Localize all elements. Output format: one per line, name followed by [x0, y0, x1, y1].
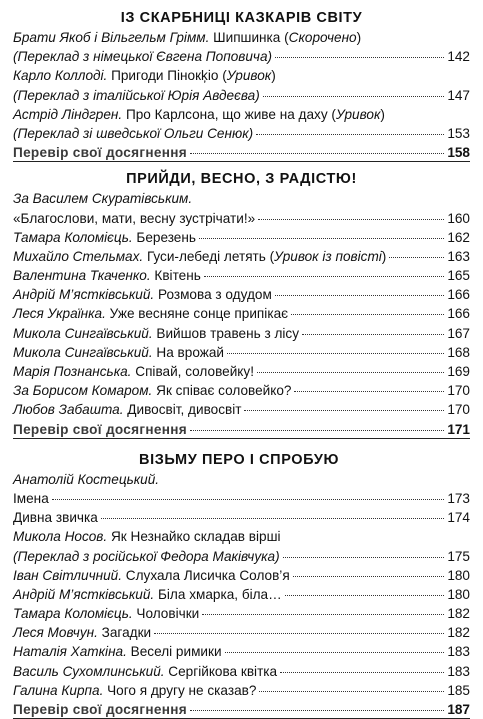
entry-title: Шипшинка ( [209, 30, 289, 45]
entry-author: За Борисом Комаром. [13, 383, 153, 399]
toc-entry [13, 508, 470, 527]
page-number: 187 [447, 702, 470, 717]
page-number: 162 [447, 229, 470, 245]
toc-entry [13, 209, 470, 228]
toc-entry [13, 47, 470, 66]
page-number: 173 [447, 490, 470, 506]
entry-author: Микола Сингаївський. [13, 325, 153, 341]
section-pen-try [13, 450, 470, 719]
entry-text [13, 324, 299, 343]
entry-text [13, 623, 151, 642]
entry-author: За Василем Скуратівським. [13, 191, 193, 207]
toc-entry [13, 343, 470, 362]
page-number: 147 [447, 87, 470, 103]
entry-text [13, 285, 272, 304]
entry-title: Співай, соловейку! [131, 364, 254, 379]
entry-title: Імена [13, 490, 49, 506]
entry-author: (Переклад зі шведської Ольги Сенюк) [13, 125, 254, 141]
dot-leader [256, 134, 444, 135]
dot-leader [101, 518, 445, 519]
entry-text [13, 266, 201, 285]
entry-note: Уривок [226, 68, 272, 84]
entry-text [13, 400, 241, 419]
toc-entry [13, 623, 470, 642]
entry-title: Уже весняне сонце припікає [105, 306, 289, 322]
entry-author: Леся Українка. [13, 306, 106, 322]
toc-entry [13, 189, 470, 208]
entry-author: Карло Коллоді. [13, 68, 108, 84]
entry-title: Розмова з одудом [154, 287, 272, 303]
toc-entry [13, 362, 470, 381]
entry-list [13, 189, 470, 438]
toc-entry [13, 105, 470, 124]
entry-text [13, 86, 260, 105]
dot-leader [302, 334, 444, 335]
page-number: 168 [447, 344, 470, 360]
toc-entry [13, 266, 470, 285]
page-number: 171 [447, 421, 470, 437]
entry-text [13, 189, 192, 208]
entry-text [13, 662, 277, 681]
dot-leader [275, 295, 445, 296]
entry-text [13, 489, 49, 508]
toc-entry [13, 247, 470, 266]
section-title: ВІЗЬМУ ПЕРО І СПРОБУЮ [139, 451, 339, 468]
dot-leader [280, 672, 444, 673]
entry-text [13, 470, 159, 489]
check-label: Перевір свої досягнення [13, 421, 187, 437]
toc-entry [13, 604, 470, 623]
entry-title: ) [380, 106, 385, 122]
toc-entry [13, 681, 470, 700]
page-number: 180 [447, 586, 470, 602]
entry-text [13, 566, 290, 585]
entry-note: Уривок із повісті [274, 248, 382, 264]
dot-leader [275, 57, 444, 58]
entry-title: Про Карлсона, що живе на даху ( [122, 106, 336, 122]
entry-title: Веселі римики [126, 644, 222, 660]
dot-leader [202, 614, 444, 615]
toc-entry [13, 642, 470, 661]
check-achievements-entry [13, 700, 470, 719]
entry-title: Сергійкова квітка [164, 663, 278, 679]
entry-author: Астрід Ліндгрен. [13, 106, 123, 122]
entry-title: Дивна звичка [13, 510, 98, 526]
entry-author: Микола Сингаївський. [13, 344, 153, 360]
entry-note: Уривок [335, 106, 381, 122]
dot-leader [190, 430, 444, 431]
dot-leader [285, 595, 445, 596]
entry-list [13, 470, 470, 719]
entry-note: Скорочено [288, 30, 357, 45]
entry-title: Пригоди Пінокķіо ( [107, 68, 227, 84]
entry-text [13, 28, 361, 47]
page-number: 170 [447, 383, 470, 399]
section-title: ІЗ СКАРБНИЦІ КАЗКАРІВ СВІТУ [120, 10, 363, 26]
page-number: 182 [447, 625, 470, 641]
entry-author: Марія Познанська. [13, 364, 132, 379]
dot-leader [204, 276, 445, 277]
entry-text [13, 642, 222, 661]
dot-leader [190, 153, 444, 154]
toc-entry [13, 324, 470, 343]
entry-author: Микола Носов. [13, 529, 108, 545]
entry-text [13, 527, 281, 546]
entry-text [13, 604, 199, 623]
entry-title: Вийшов травень з лісу [152, 325, 300, 341]
section-fairy-tales [13, 8, 470, 162]
toc-entry [13, 566, 470, 585]
page-number: 183 [447, 663, 470, 679]
entry-author: (Переклад з російської Федора Маківчука) [13, 548, 280, 564]
entry-author: Наталія Хаткіна. [13, 644, 127, 660]
entry-text [13, 47, 272, 66]
entry-text [13, 105, 385, 124]
dot-leader [190, 710, 444, 711]
page-number: 160 [447, 210, 470, 226]
dot-leader [294, 391, 444, 392]
entry-title: На врожай [152, 344, 224, 360]
entry-author: Андрій М’ястківський. [13, 287, 155, 303]
toc-entry [13, 28, 470, 47]
entry-title: Слухала Лисичка Солов’я [122, 567, 290, 583]
toc-entry [13, 585, 470, 604]
entry-author: Анатолій Костецький. [13, 471, 160, 487]
entry-author: Іван Світличний. [13, 567, 122, 583]
entry-title: Дивосвіт, дивосвіт [123, 402, 242, 418]
page-number: 153 [447, 125, 470, 141]
entry-title: Як Незнайко складав вірші [107, 529, 281, 545]
entry-title: Березень [132, 229, 196, 245]
entry-author: Брати Якоб і Вільгельм Грімм. [13, 30, 210, 45]
toc-entry [13, 66, 470, 85]
page-number: 166 [447, 306, 470, 322]
page-number: 163 [447, 248, 470, 264]
entry-list [13, 28, 470, 162]
dot-leader [225, 652, 445, 653]
entry-title: ) [381, 248, 387, 264]
page-number: 169 [447, 364, 470, 379]
entry-author: Тамара Коломієць. [13, 606, 133, 622]
dot-leader [258, 219, 444, 220]
entry-title: Чого я другу не сказав? [103, 682, 257, 698]
page-number: 158 [447, 145, 470, 161]
check-achievements-entry [13, 420, 470, 439]
entry-title: «Благослови, мати, весну зустрічати!» [13, 210, 256, 226]
toc-entry [13, 662, 470, 681]
dot-leader [257, 372, 444, 373]
entry-title: ) [271, 68, 276, 84]
dot-leader [154, 633, 444, 634]
dot-leader [283, 557, 445, 558]
entry-title: Чоловічки [132, 606, 200, 622]
entry-author: Андрій М’ястківський. [13, 586, 155, 602]
entry-text [13, 66, 276, 85]
dot-leader [263, 96, 445, 97]
section-title: ПРИЙДИ, ВЕСНО, З РАДІСТЮ! [126, 171, 357, 188]
entry-title: Квітень [150, 268, 201, 284]
entry-author: Василь Сухомлинський. [13, 663, 165, 679]
entry-author: (Переклад з італійської Юрія Авдеєва) [13, 87, 260, 103]
entry-text [13, 228, 196, 247]
entry-author: Леся Мовчун. [13, 625, 98, 641]
check-label: Перевір свої досягнення [13, 145, 187, 161]
entry-text [13, 362, 254, 381]
page-number: 170 [447, 402, 470, 418]
entry-author: (Переклад з німецької Євгена Поповича) [13, 49, 273, 65]
page-number: 182 [447, 606, 470, 622]
toc-entry [13, 547, 470, 566]
check-achievements-entry [13, 143, 470, 162]
toc-entry [13, 304, 470, 323]
section-spring [13, 169, 470, 438]
entry-text [13, 209, 255, 228]
dot-leader [389, 257, 444, 258]
page-number: 185 [447, 682, 470, 698]
entry-title: Загадки [97, 625, 152, 641]
entry-author: Михайло Стельмах. [13, 248, 144, 264]
page-number: 165 [447, 268, 470, 284]
entry-text [13, 343, 224, 362]
dot-leader [291, 314, 444, 315]
dot-leader [52, 499, 445, 500]
check-label: Перевір свої досягнення [13, 702, 187, 717]
dot-leader [293, 576, 445, 577]
entry-text [13, 124, 253, 143]
toc-entry [13, 86, 470, 105]
entry-author: Тамара Коломієць. [13, 229, 133, 245]
entry-title: ) [356, 30, 362, 45]
toc-entry [13, 489, 470, 508]
dot-leader [199, 238, 444, 239]
page-number: 167 [447, 325, 470, 341]
dot-leader [227, 353, 444, 354]
page-number: 180 [447, 567, 470, 583]
toc-entry [13, 228, 470, 247]
entry-text [13, 681, 256, 700]
page-number: 142 [447, 49, 470, 65]
entry-title: Гуси-лебеді летять ( [143, 248, 275, 264]
toc-entry [13, 285, 470, 304]
entry-text [13, 304, 288, 323]
toc-entry [13, 381, 470, 400]
entry-text [13, 585, 282, 604]
page-number: 174 [447, 510, 470, 526]
page-number: 183 [447, 644, 470, 660]
toc-entry [13, 400, 470, 419]
entry-author: Галина Кирпа. [13, 682, 104, 698]
page-number: 166 [447, 287, 470, 303]
page-number: 175 [447, 548, 470, 564]
entry-text [13, 508, 98, 527]
entry-text [13, 547, 280, 566]
entry-title: Біла хмарка, біла… [154, 586, 282, 602]
toc-entry [13, 470, 470, 489]
dot-leader [244, 410, 444, 411]
entry-text [13, 247, 386, 266]
toc-entry [13, 527, 470, 546]
entry-author: Валентина Ткаченко. [13, 268, 151, 284]
entry-title: Як співає соловейко? [152, 383, 292, 399]
entry-text [13, 381, 291, 400]
toc-entry [13, 124, 470, 143]
dot-leader [259, 691, 444, 692]
entry-author: Любов Забашта. [13, 402, 124, 418]
